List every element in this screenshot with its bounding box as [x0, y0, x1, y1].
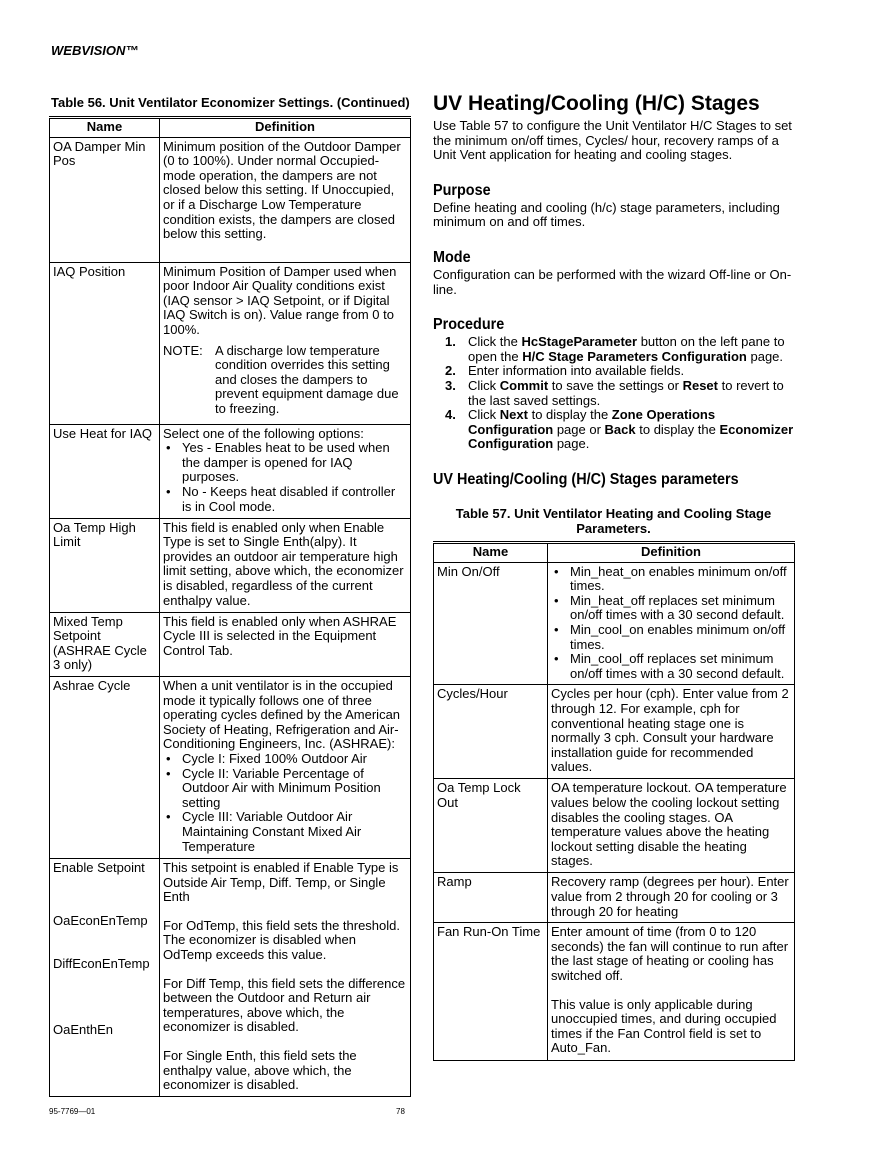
table-row — [50, 137, 411, 262]
definition-text: When a unit ventilator is in the occupied mode it typically follows one of three operating cycles defined by the American Society of Heating, Refrigeration and Air-Conditioning Engineers, Inc. (ASHRAE): — [163, 677, 401, 752]
row-definition: Recovery ramp (degrees per hour). Enter value from 2 through 20 for cooling or 3 through 20 for heating — [548, 873, 795, 923]
step-number: 4. — [445, 407, 456, 423]
row-name: Oa Temp High Limit — [50, 518, 160, 612]
row-definition — [548, 562, 795, 685]
table-row — [50, 424, 411, 518]
right-column — [433, 92, 803, 489]
setpoint-name: DiffEconEnTemp — [53, 956, 150, 972]
setpoint-name: Enable Setpoint — [53, 859, 145, 875]
step-bold: HcStageParameter — [521, 334, 638, 350]
table56-definition-header: Definition — [160, 118, 411, 138]
row-name: Cycles/Hour — [434, 685, 548, 779]
step-text: page or — [553, 421, 605, 437]
step-number: 3. — [445, 377, 456, 393]
step-bold: Back — [604, 421, 636, 437]
step-bold: Economizer Configuration — [468, 421, 794, 452]
row-definition — [160, 262, 411, 424]
table57-name-header: Name — [434, 543, 548, 563]
step-text: page. — [746, 348, 784, 364]
list-item: • Cycle III: Variable Outdoor Air Maintaining Constant Mixed Air Temperature — [163, 810, 407, 854]
step-bold: H/C Stage Parameters Configuration — [522, 348, 747, 364]
list-item: • Min_heat_off replaces set minimum on/off times with a 30 second default. — [551, 594, 791, 623]
step-text: Click — [468, 407, 500, 423]
page-number: 78 — [396, 1107, 405, 1116]
table56-caption: Table 56. Unit Ventilator Economizer Settings. (Continued) — [51, 95, 410, 110]
setpoint-name: OaEnthEn — [53, 1021, 113, 1037]
list-item — [433, 408, 803, 452]
row-name: IAQ Position — [50, 262, 160, 424]
table-row — [434, 779, 795, 873]
procedure-heading: Procedure — [433, 316, 505, 334]
table-row — [434, 685, 795, 779]
section-title: UV Heating/Cooling (H/C) Stages — [433, 92, 760, 115]
running-head: WEBVISION™ — [51, 43, 139, 58]
list-item: • Cycle I: Fixed 100% Outdoor Air — [163, 752, 407, 767]
definition-text: For Diff Temp, this field sets the difference between the Outdoor and Return air temperatures, above which, the economizer is disabled. — [163, 975, 406, 1035]
step-text: to save the settings or — [548, 377, 683, 393]
table56-name-header: Name — [50, 118, 160, 138]
row-definition: This field is enabled only when ASHRAE Cycle III is selected in the Equipment Control Tab. — [160, 612, 411, 676]
table-row — [50, 518, 411, 612]
list-item — [433, 335, 803, 364]
list-item: • Min_heat_on enables minimum on/off times. — [551, 565, 791, 594]
step-bold: Zone Operations Configuration — [468, 407, 716, 437]
step-text: button on the left pane to open the — [468, 334, 785, 364]
row-definition: This field is enabled only when Enable Type is set to Single Enth(alpy). It provides an outdoor air temperature high limit setting, above which, the economizer is disabled, regardless of the current enthalpy value. — [160, 518, 411, 612]
mode-text: Configuration can be performed with the wizard Off-line or On-line. — [433, 266, 792, 297]
table-row — [50, 262, 411, 424]
list-item: • Min_cool_off replaces set minimum on/off times with a 30 second default. — [551, 652, 791, 681]
table57-definition-header: Definition — [548, 543, 795, 563]
row-definition: Cycles per hour (cph). Enter value from 2 through 12. For example, cph for conventional heating stage one is normally 3 cph. Consult your hardware installation guide for recommended values. — [548, 685, 795, 779]
bullet-list — [163, 752, 407, 854]
step-bold: Next — [499, 407, 528, 423]
row-definition — [160, 858, 411, 1096]
list-item: • Min_cool_on enables minimum on/off times. — [551, 623, 791, 652]
caption-line: Table 57. Unit Ventilator Heating and Cooling Stage — [455, 506, 772, 521]
definition-text: For OdTemp, this field sets the threshold. The economizer is disabled when OdTemp exceeds this value. — [163, 917, 400, 962]
step-text: page. — [553, 436, 590, 452]
table-row — [434, 562, 795, 685]
row-definition — [160, 424, 411, 518]
setpoint-name: OaEconEnTemp — [53, 912, 148, 928]
row-definition: OA temperature lockout. OA temperature values below the cooling lockout setting disables the cooling stages. OA temperature values above the heating lockout setting disable the heating stages. — [548, 779, 795, 873]
row-name: Min On/Off — [434, 562, 548, 685]
definition-text: This value is only applicable during unoccupied times, and during occupied times if the Fan Control field is set to Auto_Fan. — [551, 996, 777, 1056]
row-name: Use Heat for IAQ — [50, 424, 160, 518]
row-definition — [160, 676, 411, 858]
purpose-text: Define heating and cooling (h/c) stage parameters, including minimum on and off times. — [433, 199, 780, 230]
definition-text: Enter amount of time (from 0 to 120 seconds) the fan will continue to run after the last stage of heating or cooling has switched off. — [551, 924, 789, 983]
step-text: Click — [468, 377, 500, 393]
row-name: OA Damper Min Pos — [50, 137, 160, 262]
table-row — [50, 676, 411, 858]
params-heading: UV Heating/Cooling (H/C) Stages parameters — [433, 470, 739, 488]
definition-text: For Single Enth, this field sets the enthalpy value, above which, the economizer is disabled. — [163, 1047, 357, 1093]
note — [163, 344, 407, 417]
step-number: 1. — [445, 334, 456, 350]
table-row — [434, 873, 795, 923]
list-item — [433, 379, 803, 408]
row-name: Mixed Temp Setpoint (ASHRAE Cycle 3 only) — [50, 612, 160, 676]
step-text: to display the — [635, 421, 720, 437]
doc-number: 95-7769—01 — [49, 1107, 96, 1116]
section-intro: Use Table 57 to configure the Unit Ventilator H/C Stages to set the minimum on/off times, Cycles/ hour, recovery ramps of a Unit Vent application for heating and cooling stages. — [433, 118, 792, 163]
row-name: Ashrae Cycle — [50, 676, 160, 858]
step-text: to display the — [527, 407, 612, 423]
row-name: Fan Run-On Time — [434, 923, 548, 1061]
step-text: to revert to the last saved settings. — [468, 377, 784, 408]
definition-text: Select one of the following options: — [163, 425, 364, 441]
row-name: Oa Temp Lock Out — [434, 779, 548, 873]
definition-text: This setpoint is enabled if Enable Type is Outside Air Temp, Diff. Temp, or Single Enth — [163, 859, 399, 905]
step-bold: Reset — [682, 377, 718, 393]
step-bold: Commit — [499, 377, 549, 393]
table57-caption — [433, 507, 794, 536]
note-text: A discharge low temperature condition overrides this setting and closes the dampers to prevent equipment damage due to freezing. — [215, 342, 399, 416]
bullet-list — [551, 565, 791, 682]
step-text: Enter information into available fields. — [468, 363, 685, 379]
table-row — [50, 612, 411, 676]
list-item: • Yes - Enables heat to be used when the damper is opened for IAQ purposes. — [163, 441, 407, 485]
definition-text: Minimum Position of Damper used when poor Indoor Air Quality conditions exist (IAQ sensor > IAQ Setpoint, or if Digital IAQ Switch is on). Value range from 0 to 100%. — [163, 263, 397, 337]
table-row — [50, 858, 411, 1096]
step-number: 2. — [445, 363, 456, 379]
row-definition — [548, 923, 795, 1061]
purpose-heading: Purpose — [433, 181, 491, 199]
note-label: NOTE: — [163, 342, 203, 358]
table57 — [433, 541, 795, 1061]
row-name — [50, 858, 160, 1096]
list-item: • No - Keeps heat disabled if controller is in Cool mode. — [163, 485, 407, 514]
mode-heading: Mode — [433, 248, 471, 266]
table-row — [434, 923, 795, 1061]
bullet-list — [163, 441, 407, 514]
procedure-steps — [433, 335, 803, 452]
row-name: Ramp — [434, 873, 548, 923]
list-item: • Cycle II: Variable Percentage of Outdoor Air with Minimum Position setting — [163, 767, 407, 811]
table56 — [49, 116, 411, 1097]
list-item — [433, 364, 803, 379]
row-definition: Minimum position of the Outdoor Damper (0 to 100%). Under normal Occupied-mode operation, the dampers are not closed below this setting. If Unoccupied, or if a Discharge Low Temperature condition exists, the dampers are closed below this setting. — [160, 137, 411, 262]
caption-line: Parameters. — [576, 520, 651, 536]
step-text: Click the — [468, 334, 522, 350]
